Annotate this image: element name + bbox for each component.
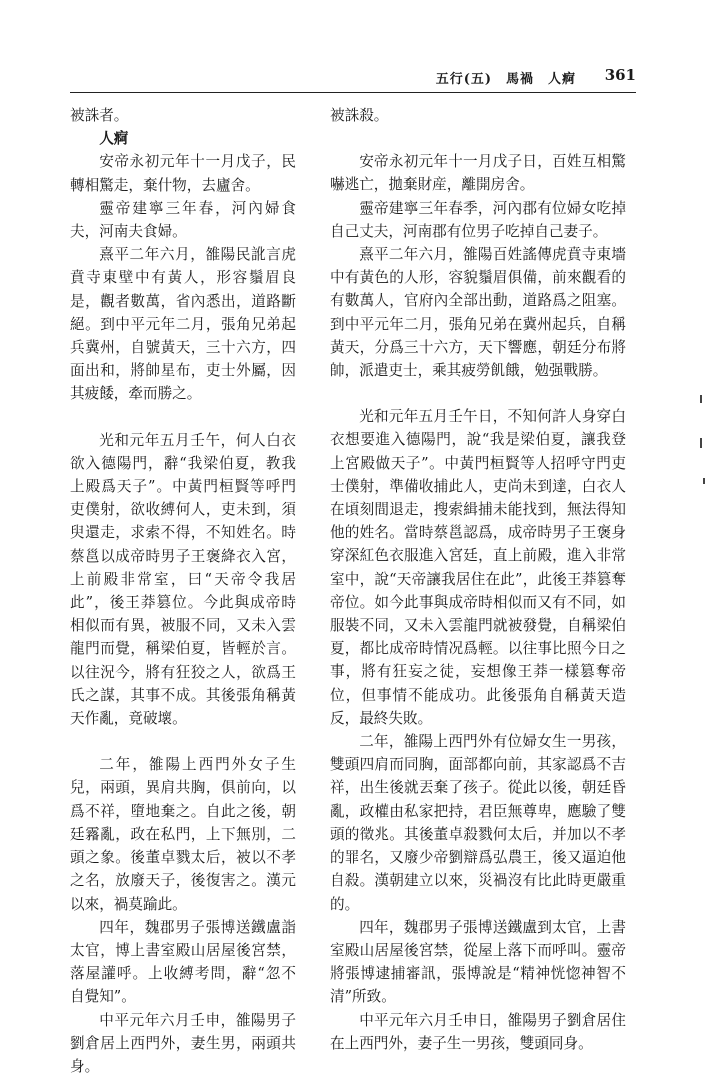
paragraph-gap: [330, 127, 626, 150]
translation-column: [330, 104, 626, 1055]
translation-paragraph: 中平元年六月壬申日，雒陽男子劉倉居住在上西門外，妻子生一男孩，雙頭同身。: [330, 1011, 626, 1052]
original-paragraph: 光和元年五月壬午，何人白衣欲入德陽門，辭“我梁伯夏，教我上殿爲天子”。中黃門桓賢等呼門吏僕射，欲收縛何人，吏未到，須臾還走，求索不得，不知姓名。時蔡邕以成帝時男子王褒絳衣入宮，上前殿非常室，曰“天帝令我居此”，後王莽篡位。今此與成帝時相似而有異，被服不同，又未入雲龍門而覺，稱梁伯夏，皆輕於言。以往況今，將有狂狡之人，欲爲王氏之謀，其事不成。其後張角稱黃天作亂，竟破壞。: [70, 431, 296, 728]
original-paragraph: 安帝永初元年十一月戊子，民轉相驚走，棄什物，去廬舍。: [70, 153, 296, 194]
translation-paragraph: 靈帝建寧三年春季，河內郡有位婦女吃掉自己丈夫，河南郡有位男子吃掉自己妻子。: [330, 199, 626, 240]
translation-paragraph: 二年，雒陽上西門外有位婦女生一男孩，雙頭四肩而同胸，面部都向前，其家認爲不吉祥，出生後就丟棄了孩子。從此以後，朝廷昏亂，政權由私家把持，君臣無尊卑，應驗了雙頭的徵兆。其後董卓殺戮何太后，并加以不孝的罪名，又廢少帝劉辯爲弘農王，後又逼迫他自殺。漢朝建立以來，災禍沒有比此時更嚴重的。: [330, 733, 626, 913]
section-heading: 人痾: [99, 130, 129, 148]
original-paragraph: 熹平二年六月，雒陽民訛言虎賁寺東壁中有黃人，形容鬚眉良是，觀者數萬，省內悉出，道路斷絕。到中平元年二月，張角兄弟起兵冀州，自號黃天，三十六方，四面出和，將帥星布，吏士外屬，因其疲餧，牽而勝之。: [70, 246, 296, 403]
original-paragraph: 二年，雒陽上西門外女子生兒，兩頭，異肩共胸，俱前向，以爲不祥，墮地棄之。自此之後，朝廷霿亂，政在私門，上下無別，二頭之象。後董卓戮太后，被以不孝之名，放廢天子，後復害之。漢元以來，禍莫踰此。: [70, 756, 296, 913]
page-number: 361: [604, 66, 636, 84]
original-text-column: [70, 104, 296, 1078]
translation-paragraph: 安帝永初元年十一月戊子日，百姓互相驚嚇逃亡，拋棄財産，離開房舍。: [330, 153, 626, 194]
running-header-title: 五行(五) 馬禍 人痾: [435, 72, 576, 87]
original-paragraph: 靈帝建寧三年春，河內婦食夫，河南夫食婦。: [70, 199, 296, 241]
paragraph-gap: [330, 382, 626, 405]
header-rule: [70, 92, 636, 93]
translation-paragraph: 四年，魏郡男子張博送鐵盧到太官，上書室殿山居屋後宮禁，從屋上落下而呼叫。靈帝將張博逮捕審訊，張博說是“精神恍惚神智不清”所致。: [330, 918, 626, 1006]
translation-paragraph: 光和元年五月壬午日，不知何許人身穿白衣想要進入德陽門，說“我是梁伯夏，讓我登上宮殿做天子”。中黃門桓賢等人招呼守門吏士僕射，準備收捕此人，吏尚未到達，白衣人在頃刻間退走，搜索緝捕未能找到，無法得知他的姓名。當時蔡邕認爲，成帝時男子王褒身穿深紅色衣服進入宮廷，直上前殿，進入非常室中，說“天帝讓我居住在此”，此後王莽篡奪帝位。如今此事與成帝時相似而又有不同，如服裝不同，又未入雲龍門就被發覺，自稱梁伯夏，都比成帝時情况爲輕。以往事比照今日之事，將有狂妄之徒，妄想像王莽一樣篡奪帝位，但事情不能成功。此後張角自稱黃天造反，最終失敗。: [330, 408, 626, 727]
translation-paragraph: 被誅殺。: [330, 107, 389, 124]
original-paragraph: 被誅者。: [70, 107, 129, 124]
original-paragraph: 中平元年六月壬申，雒陽男子劉倉居上西門外，妻生男，兩頭共身。: [70, 1011, 296, 1075]
scan-margin-mark: [700, 395, 702, 403]
paragraph-gap: [70, 406, 296, 429]
original-paragraph: 四年，魏郡男子張博送鐵盧詣太官，博上書室殿山居屋後宮禁，落屋讙呼。上收縛考問，辭“忽不自覺知”。: [70, 918, 296, 1006]
running-header: [70, 62, 636, 90]
paragraph-gap: [70, 730, 296, 753]
scan-margin-mark: [700, 438, 702, 448]
translation-paragraph: 熹平二年六月，雒陽百姓謠傳虎賁寺東墻中有黃色的人形，容貌鬚眉俱備，前來觀看的有數萬人，官府內全部出動，道路爲之阻塞。到中平元年二月，張角兄弟在冀州起兵，自稱黃天，分爲三十六方，天下響應，朝廷分布將帥，派遣吏士，乘其疲勞飢餓，勉强戰勝。: [330, 246, 626, 380]
scan-margin-mark: [703, 478, 705, 484]
